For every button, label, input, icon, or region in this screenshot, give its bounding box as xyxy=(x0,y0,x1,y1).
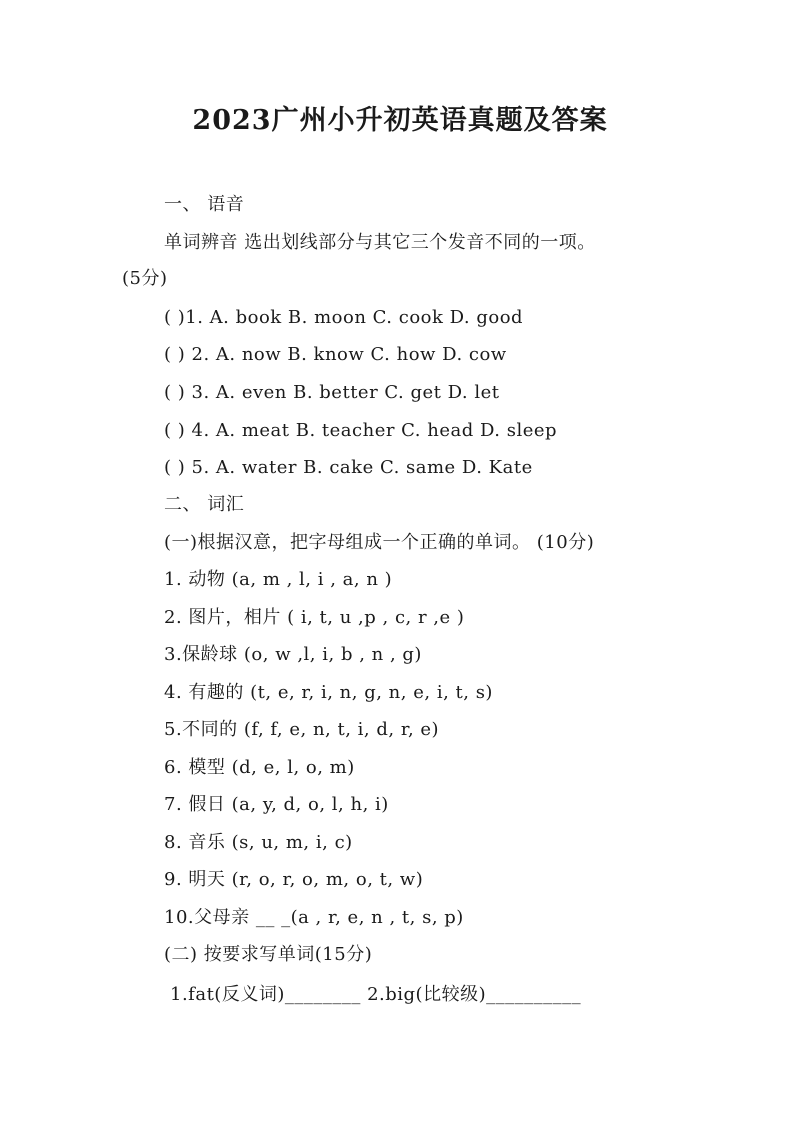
question-2: ( ) 2. A. now B. know C. how D. cow xyxy=(164,344,507,365)
vocab-item-8: 8. 音乐 (s, u, m, i, c) xyxy=(164,832,353,853)
section-one-heading: 一、 语音 xyxy=(164,194,245,215)
vocab-item-1: 1. 动物 (a, m , l, i , a, n ) xyxy=(164,569,393,590)
vocab-item-5: 5.不同的 (f, f, e, n, t, i, d, r, e) xyxy=(164,719,440,740)
vocab-item-10: 10.父母亲 __ _(a , r, e, n , t, s, p) xyxy=(164,907,464,928)
question-1: ( )1. A. book B. moon C. cook D. good xyxy=(164,307,524,328)
part-two-first-line: 1.fat(反义词)________ 2.big(比较级)__________ xyxy=(170,984,582,1005)
vocab-item-7: 7. 假日 (a, y, d, o, l, h, i) xyxy=(164,794,389,815)
vocab-item-3: 3.保龄球 (o, w ,l, i, b , n , g) xyxy=(164,644,422,665)
question-4: ( ) 4. A. meat B. teacher C. head D. sleep xyxy=(164,420,558,441)
question-5: ( ) 5. A. water B. cake C. same D. Kate xyxy=(164,457,533,478)
vocab-item-6: 6. 模型 (d, e, l, o, m) xyxy=(164,757,355,778)
part-one-heading: (一)根据汉意，把字母组成一个正确的单词。 (10分) xyxy=(164,532,595,553)
part-two-heading: (二) 按要求写单词(15分) xyxy=(164,944,373,965)
vocab-item-9: 9. 明天 (r, o, r, o, m, o, t, w) xyxy=(164,869,424,890)
page-title: 2023广州小升初英语真题及答案 xyxy=(192,105,608,136)
vocab-item-4: 4. 有趣的 (t, e, r, i, n, g, n, e, i, t, s) xyxy=(164,682,493,703)
question-3: ( ) 3. A. even B. better C. get D. let xyxy=(164,382,500,403)
section-one-score: (5分) xyxy=(122,268,168,289)
section-two-heading: 二、 词汇 xyxy=(164,494,245,515)
section-one-instruction: 单词辨音 选出划线部分与其它三个发音不同的一项。 xyxy=(164,232,596,253)
vocab-item-2: 2. 图片，相片 ( i, t, u ,p , c, r ,e ) xyxy=(164,607,465,628)
